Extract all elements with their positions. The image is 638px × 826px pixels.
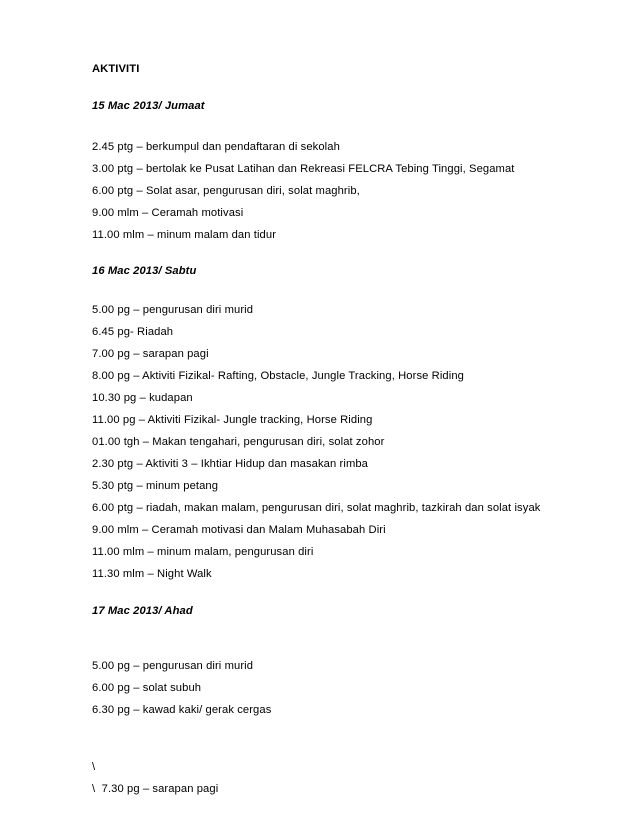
day-1-item: 9.00 mlm – Ceramah motivasi	[92, 207, 244, 219]
day-3-heading: 17 Mac 2013/ Ahad	[92, 605, 193, 617]
document-title: AKTIVITI	[92, 63, 140, 75]
day-2-item: 11.00 mlm – minum malam, pengurusan diri	[92, 546, 314, 558]
day-2-item: 10.30 pg – kudapan	[92, 392, 193, 404]
trailing-line: \	[92, 761, 96, 773]
trailing-line: \ 7.30 pg – sarapan pagi	[92, 783, 219, 795]
day-2-heading: 16 Mac 2013/ Sabtu	[92, 265, 197, 277]
day-2-item: 9.00 mlm – Ceramah motivasi dan Malam Muhasabah Diri	[92, 524, 386, 536]
day-1-item: 2.45 ptg – berkumpul dan pendaftaran di sekolah	[92, 141, 340, 153]
day-2-item: 11.30 mlm – Night Walk	[92, 568, 212, 580]
day-2-item: 6.00 ptg – riadah, makan malam, pengurusan diri, solat maghrib, tazkirah dan solat isyak	[92, 502, 541, 514]
day-3-item: 5.00 pg – pengurusan diri murid	[92, 660, 254, 672]
day-1-heading: 15 Mac 2013/ Jumaat	[92, 100, 205, 112]
day-1-item: 11.00 mlm – minum malam dan tidur	[92, 229, 277, 241]
day-2-item: 6.45 pg- Riadah	[92, 326, 174, 338]
day-2-item: 11.00 pg – Aktiviti Fizikal- Jungle tracking, Horse Riding	[92, 414, 373, 426]
day-1-item: 3.00 ptg – bertolak ke Pusat Latihan dan Rekreasi FELCRA Tebing Tinggi, Segamat	[92, 163, 515, 175]
day-1-item: 6.00 ptg – Solat asar, pengurusan diri, solat maghrib,	[92, 185, 360, 197]
day-3-item: 6.30 pg – kawad kaki/ gerak cergas	[92, 704, 272, 716]
day-2-item: 5.30 ptg – minum petang	[92, 480, 219, 492]
day-2-item: 2.30 ptg – Aktiviti 3 – Ikhtiar Hidup dan masakan rimba	[92, 458, 369, 470]
day-2-item: 5.00 pg – pengurusan diri murid	[92, 304, 254, 316]
day-3-item: 6.00 pg – solat subuh	[92, 682, 202, 694]
day-2-item: 01.00 tgh – Makan tengahari, pengurusan diri, solat zohor	[92, 436, 385, 448]
day-2-item: 8.00 pg – Aktiviti Fizikal- Rafting, Obstacle, Jungle Tracking, Horse Riding	[92, 370, 464, 382]
day-2-item: 7.00 pg – sarapan pagi	[92, 348, 209, 360]
